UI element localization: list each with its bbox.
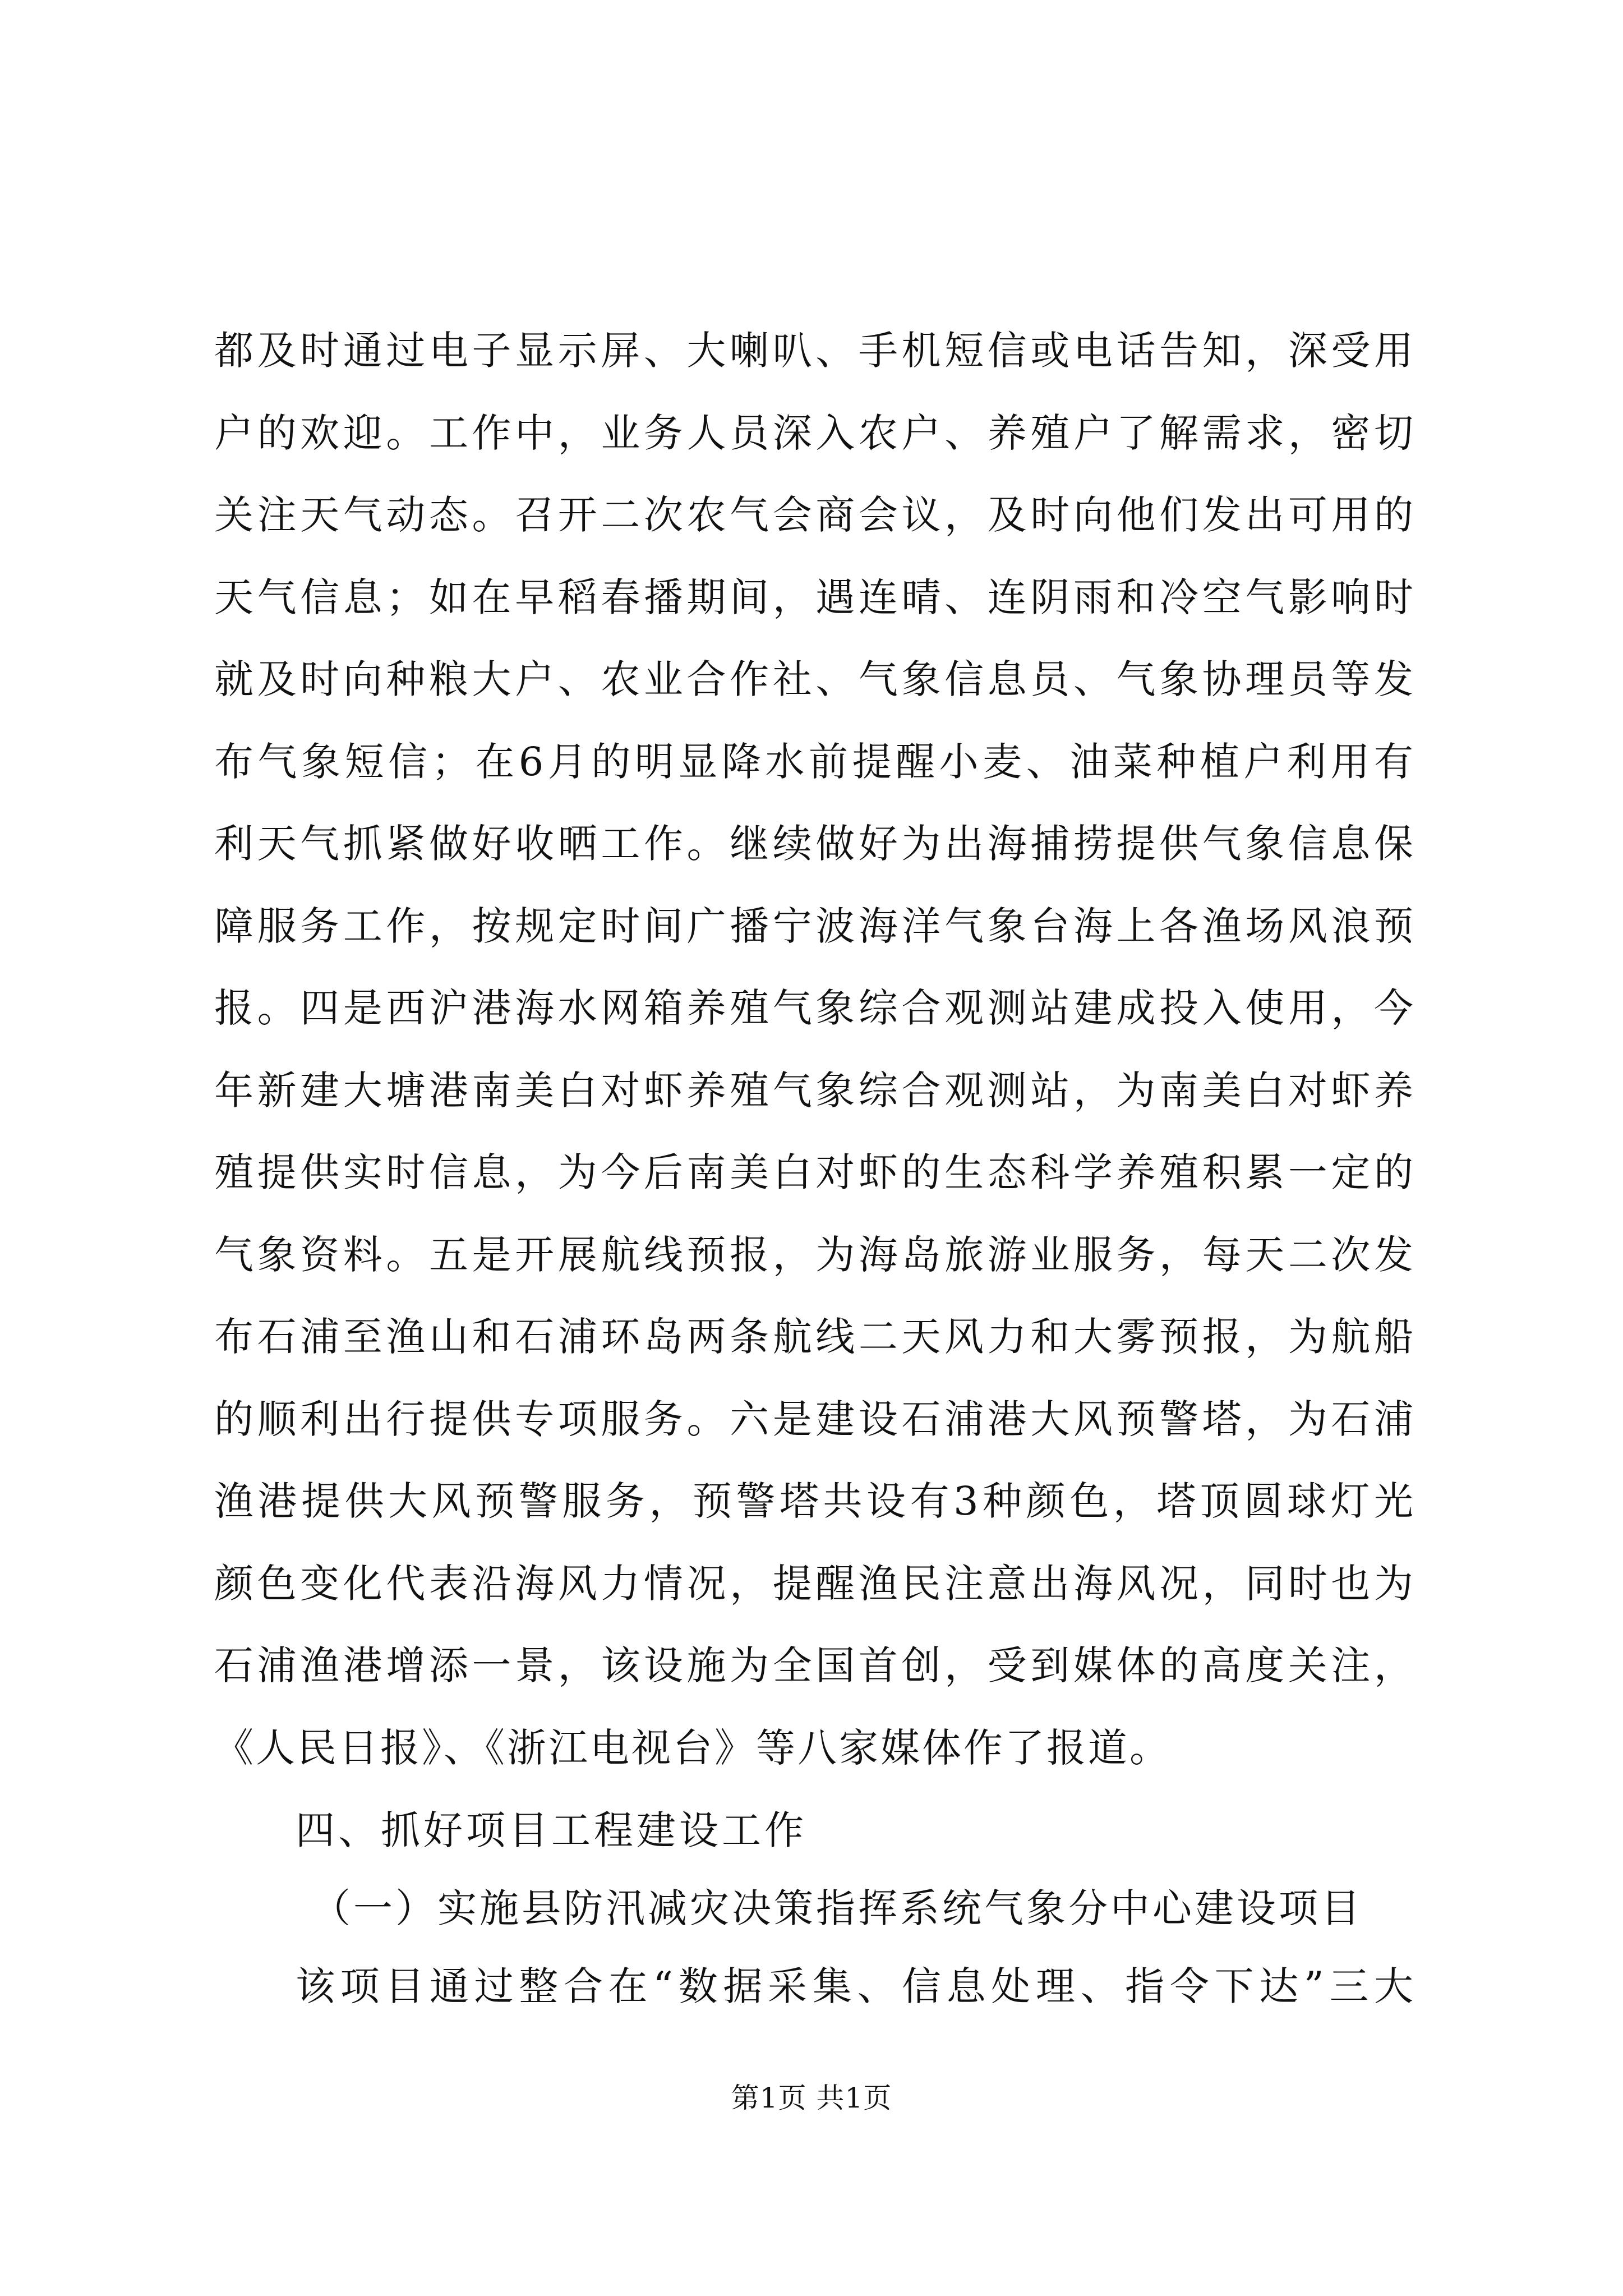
body-text-line: 布石浦至渔山和石浦环岛两条航线二天风力和大雾预报，为航船	[214, 1314, 1414, 1360]
body-text-line: 报。四是西沪港海水网箱养殖气象综合观测站建成投入使用，今	[214, 985, 1414, 1031]
body-text-line: 都及时通过电子显示屏、大喇叭、手机短信或电话告知，深受用	[214, 328, 1414, 374]
body-text-line: 障服务工作，按规定时间广播宁波海洋气象台海上各渔场风浪预	[214, 903, 1414, 949]
body-text-line: 年新建大塘港南美白对虾养殖气象综合观测站，为南美白对虾养	[214, 1068, 1414, 1114]
body-text-line: 就及时向种粮大户、农业合作社、气象信息员、气象协理员等发	[214, 656, 1414, 702]
body-text-line: 《人民日报》、《浙江电视台》等八家媒体作了报道。	[214, 1725, 1171, 1771]
body-text-line: 关注天气动态。召开二次农气会商会议，及时向他们发出可用的	[214, 492, 1414, 538]
body-text-line: 气象资料。五是开展航线预报，为海岛旅游业服务，每天二次发	[214, 1232, 1414, 1278]
body-text-line: 布气象短信；在6月的明显降水前提醒小麦、油菜种植户利用有	[214, 739, 1414, 785]
body-text-line: 渔港提供大风预警服务，预警塔共设有3种颜色，塔顶圆球灯光	[214, 1478, 1414, 1524]
body-text-line: 的顺利出行提供专项服务。六是建设石浦港大风预警塔，为石浦	[214, 1396, 1414, 1442]
page-footer: 第1页 共1页	[731, 2082, 892, 2114]
subsection-heading: （一）实施县防汛减灾决策指挥系统气象分中心建设项目	[311, 1885, 1363, 1931]
section-heading: 四、抓好项目工程建设工作	[296, 1807, 807, 1853]
body-text-line: 该项目通过整合在“数据采集、信息处理、指令下达”三大	[296, 1963, 1414, 2009]
body-text-line: 颜色变化代表沿海风力情况，提醒渔民注意出海风况，同时也为	[214, 1561, 1414, 1607]
body-text-line: 殖提供实时信息，为今后南美白对虾的生态科学养殖积累一定的	[214, 1149, 1414, 1195]
body-text-line: 天气信息；如在早稻春播期间，遇连晴、连阴雨和冷空气影响时	[214, 574, 1414, 620]
body-text-line: 石浦渔港增添一景，该设施为全国首创，受到媒体的高度关注，	[214, 1642, 1414, 1688]
body-text-line: 户的欢迎。工作中，业务人员深入农户、养殖户了解需求，密切	[214, 410, 1414, 456]
body-text-line: 利天气抓紧做好收晒工作。继续做好为出海捕捞提供气象信息保	[214, 821, 1414, 867]
